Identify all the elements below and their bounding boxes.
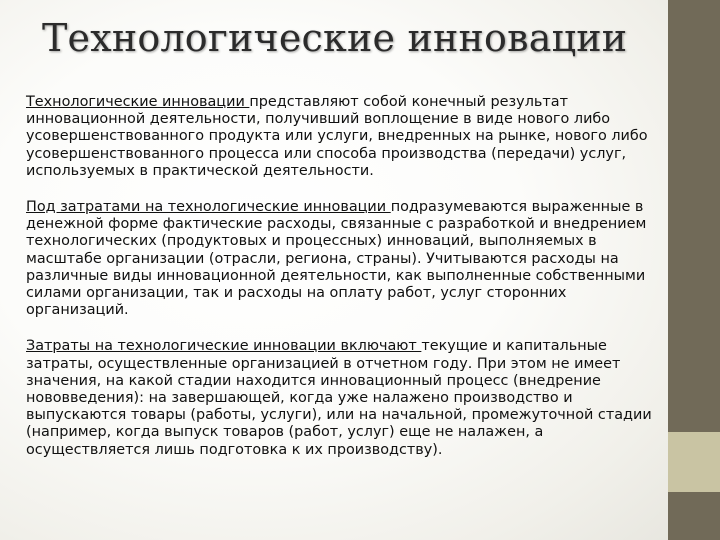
paragraph-definition [26,94,656,180]
slide-body [26,94,656,478]
underlined-term: Затраты на технологические инновации включают [26,338,422,355]
underlined-term: Под затратами на технологические инновации [26,199,391,216]
paragraph-costs-include [26,338,656,458]
paragraph-text: текущие и капитальные затраты, осуществленные организацией в отчетном году. При этом не имеет значения, на какой стадии находится инновационный процесс (внедрение нововведения): на завершающей, когда уже налажено производство и выпускаются товары (работы, услуги), или на начальной, промежуточной стадии (например, когда выпуск товаров (работ, услуг) еще не налажен, а осуществляется лишь подготовка к их производству). [26,338,652,458]
underlined-term: Технологические инновации [26,94,250,110]
paragraph-text: подразумеваются выраженные в денежной форме фактические расходы, связанные с разработкой и внедрением технологических (продуктовых и процессных) инноваций, выполняемых в масштабе организации (отрасли, региона, страны). Учитываются расходы на различные виды инновационной деятельности, как выполненные собственными силами организации, так и расходы на оплату работ, услуг сторонних организаций. [26,199,647,319]
slide-title: Технологические инновации [42,16,628,60]
paragraph-costs-definition [26,199,656,319]
paragraph-text: представляют собой конечный результат инновационной деятельности, получивший воплощение в виде нового либо усовершенствованного продукта или услуги, внедренных на рынке, нового либо усовершенствованного процесса или способа производства (передачи) услуг, используемых в практической деятельности. [26,94,648,179]
side-accent-block [668,432,720,492]
